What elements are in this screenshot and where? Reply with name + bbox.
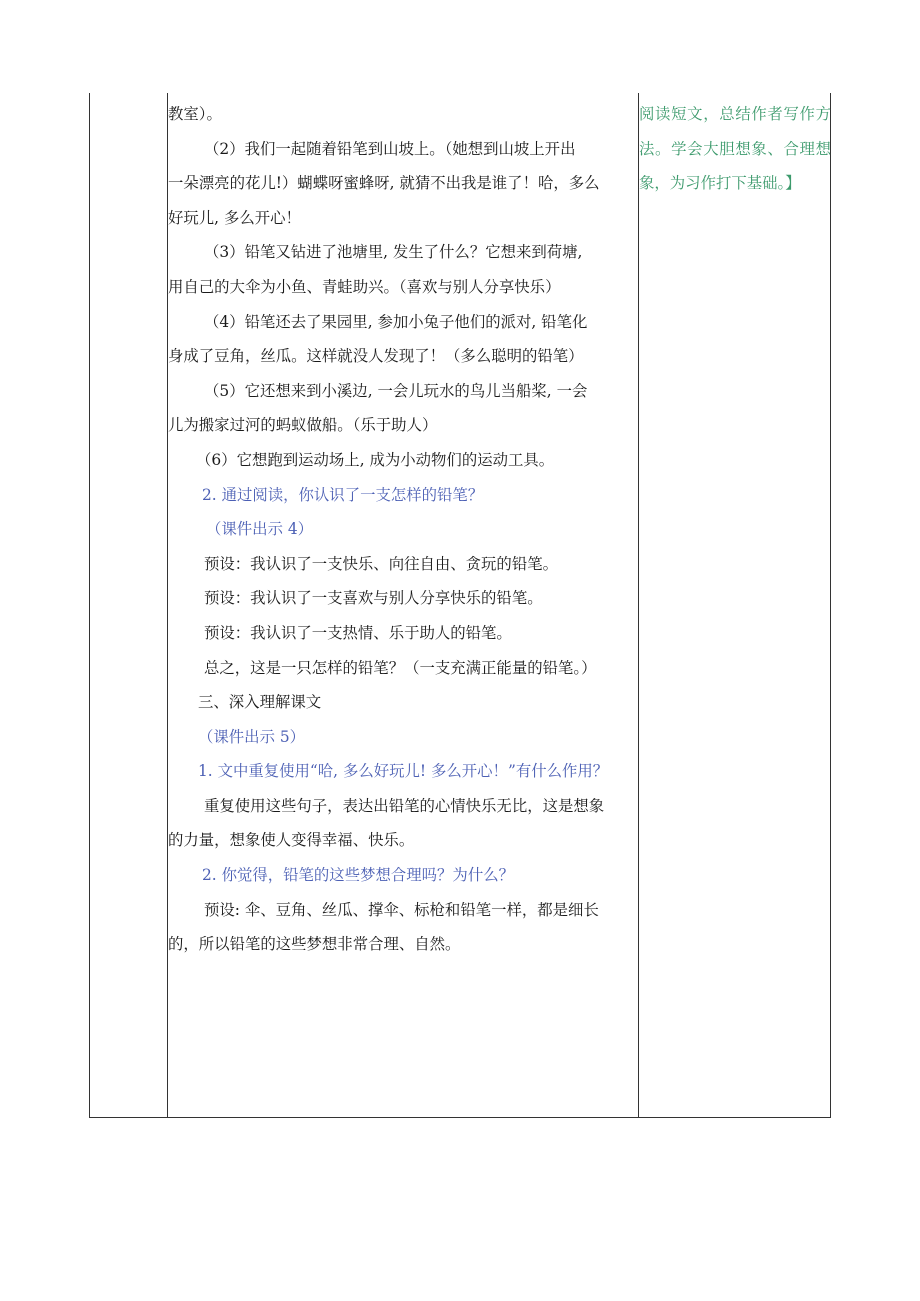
- design-intent-note: 阅读短文，总结作者写作方法。学会大胆想象、合理想象，为习作打下基础。】: [639, 105, 831, 193]
- content-line: （6）它想跑到运动场上, 成为小动物们的运动工具。: [196, 450, 555, 469]
- lesson-table: [89, 93, 831, 1118]
- content-line: 教室）。: [168, 105, 222, 123]
- content-line: （5）它还想来到小溪边, 一会儿玩水的鸟儿当船桨, 一会: [204, 381, 588, 400]
- content-line: （课件出示 5）: [198, 727, 306, 746]
- column-divider-right: [638, 93, 639, 1117]
- content-line: 总之，这是一只怎样的铅笔？（一支充满正能量的铅笔。）: [204, 658, 597, 677]
- lesson-content-column: [168, 97, 638, 962]
- content-line: 重复使用这些句子，表达出铅笔的心情快乐无比，这是想象: [204, 796, 605, 815]
- content-line: 预设：我认识了一支快乐、向往自由、贪玩的铅笔。: [204, 554, 558, 573]
- content-line: （课件出示 4）: [206, 520, 314, 539]
- content-line: 1. 文中重复使用“哈, 多么好玩儿! 多么开心！”有什么作用？: [198, 762, 609, 781]
- content-line: （3）铅笔又钻进了池塘里, 发生了什么？它想来到荷塘,: [204, 243, 583, 262]
- content-line: （2）我们一起随着铅笔到山坡上。（她想到山坡上开出: [204, 139, 576, 158]
- content-line: 的力量，想象使人变得幸福、快乐。: [168, 831, 415, 850]
- content-line: （4）铅笔还去了果园里, 参加小兔子他们的派对, 铅笔化: [204, 312, 588, 331]
- content-line: 的，所以铅笔的这些梦想非常合理、自然。: [168, 935, 461, 954]
- content-line: 2. 通过阅读，你认识了一支怎样的铅笔？: [202, 485, 484, 504]
- content-line: 用自己的大伞为小鱼、青蛙助兴。（喜欢与别人分享快乐）: [168, 277, 561, 296]
- content-line: 预设: 伞、豆角、丝瓜、撑伞、标枪和铅笔一样，都是细长: [204, 900, 599, 919]
- content-line: 一朵漂亮的花儿!）蝴蝶呀蜜蜂呀, 就猜不出我是谁了！哈，多么: [168, 174, 600, 193]
- content-line: 2. 你觉得，铅笔的这些梦想合理吗？为什么？: [202, 866, 514, 885]
- content-line: 三、深入理解课文: [198, 693, 322, 712]
- design-intent-column: [639, 97, 831, 201]
- content-line: 儿为搬家过河的蚂蚁做船。（乐于助人）: [168, 416, 438, 435]
- content-line: 预设：我认识了一支热情、乐于助人的铅笔。: [204, 623, 512, 642]
- content-line: 身成了豆角，丝瓜。这样就没人发现了！（多么聪明的铅笔）: [168, 347, 584, 366]
- content-line: 好玩儿, 多么开心！: [168, 208, 301, 227]
- content-line: 预设：我认识了一支喜欢与别人分享快乐的铅笔。: [204, 589, 543, 608]
